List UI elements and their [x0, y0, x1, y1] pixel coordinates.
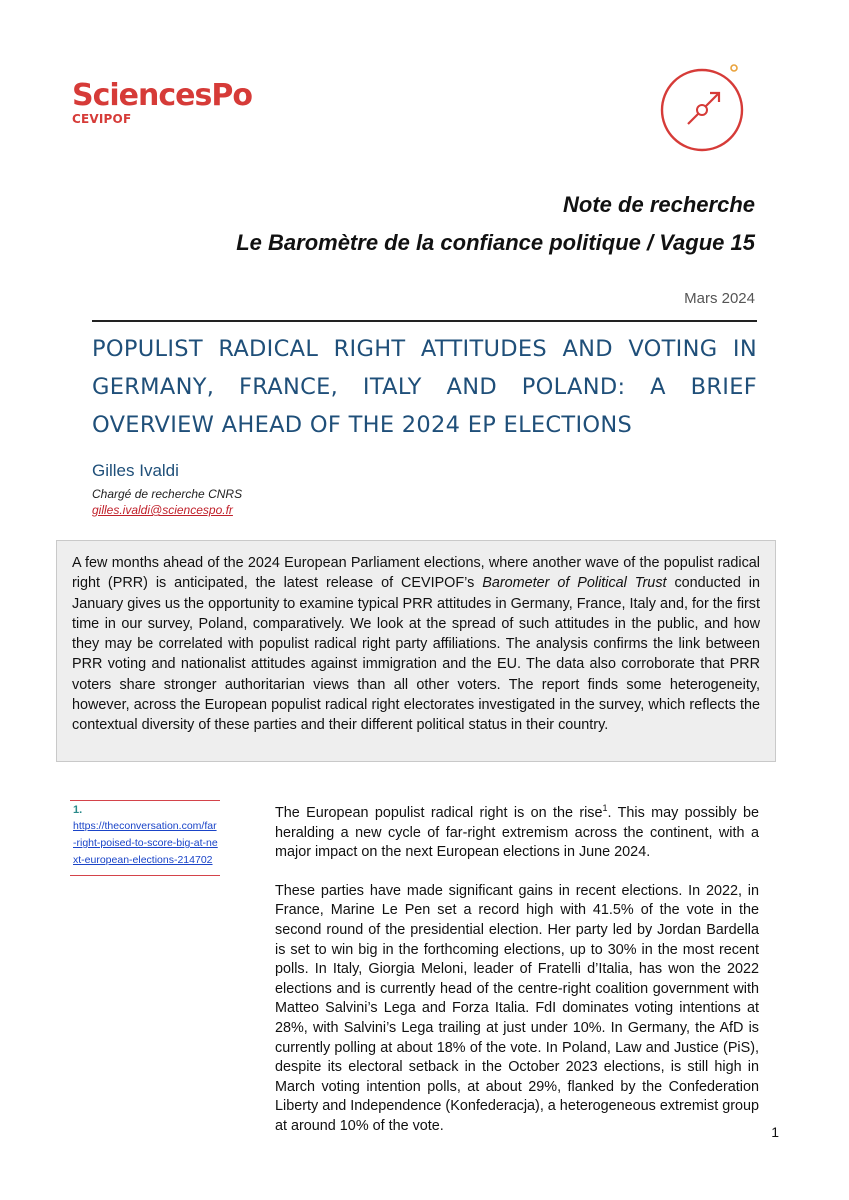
note-type: Note de recherche [563, 192, 755, 217]
barometer-title: Barometer of Political Trust [482, 575, 667, 592]
logo-brand-text: SciencesPo [72, 78, 252, 113]
footnote-sidebar [70, 800, 220, 876]
cevipof-emblem-icon [654, 60, 750, 156]
footnote-link[interactable]: https://theconversation.com/far-right-poised-to-score-big-at-next-european-elections-214702 [73, 820, 218, 866]
footnote-ref[interactable]: 1 [602, 803, 608, 814]
note-series: Le Baromètre de la confiance politique / Vague 15 [236, 230, 755, 255]
paper-title: POPULIST RADICAL RIGHT ATTITUDES AND VOTING IN GERMANY, FRANCE, ITALY AND POLAND: A BRIEF OVERVIEW AHEAD OF THE 2024 EP ELECTIONS [92, 336, 757, 438]
footnote-number: 1. [73, 804, 83, 816]
body-paragraph-2: These parties have made significant gains in recent elections. In 2022, in France, Marine Le Pen set a record high with 41.5% of the vote in the second round of the presidential election. Her party led by Jordan Bardella is set to win big in the forthcoming elections, up to 30% in the most recent polls. In Italy, Giorgia Meloni, leader of Fratelli d’Italia, has won the 2022 elections and is currently head of the centre-right coalition government with Matteo Salvini’s Lega and Forza Italia. FdI dominates voting intentions at 28%, with Salvini’s Lega trailing at just under 10%. In Germany, the AfD is currently polling at about 18% of the vote. In Poland, Law and Justice (PiS), despite its electoral setback in the October 2023 elections, is still high in March voting intention polls, at about 29%, flanked by the Confederation Liberty and Independence (Konfederacja), a heterogeneous extremist group at around 10% of the vote. [275, 882, 760, 1134]
sciencespo-logo [72, 80, 252, 126]
author-email-link[interactable]: gilles.ivaldi@sciencespo.fr [92, 503, 233, 517]
publication-date: Mars 2024 [684, 290, 755, 307]
author-role: Chargé de recherche CNRS [92, 487, 243, 501]
body-text [275, 804, 759, 1156]
author-block [92, 460, 242, 519]
abstract-box [56, 540, 776, 762]
abstract-text: A few months ahead of the 2024 European Parliament elections, where another wave of the populist radical right (PRR) is anticipated, the latest release of CEVIPOF’s Barometer of Political Trust conducted in January gives us the opportunity to examine typical PRR attitudes in Germany, France, Italy and, for the first time in our survey, Poland, comparatively. We look at the spread of such attitudes in the public, and how they may be correlated with populist radical right party affiliations. The analysis confirms the link between PRR voting and nationalist attitudes against immigration and the EU. The data also corroborate that PRR voters share stronger authoritarian views than all other voters. The report finds some heterogeneity, however, across the European populist radical right electorates investigated in the survey, which reflects the contextual diversity of these parties and their different political status in their country. [72, 555, 760, 734]
page-number: 1 [771, 1124, 779, 1140]
title-divider [92, 320, 757, 322]
body-paragraph-1: The European populist radical right is on the rise$^1$. This may possibly be heralding a new cycle of far-right extremism across the continent, with a major impact on the next European elections in June 2024. [275, 803, 759, 861]
note-heading [236, 186, 755, 262]
logo-sub-text: CEVIPOF [72, 112, 132, 126]
author-name: Gilles Ivaldi [92, 461, 179, 480]
